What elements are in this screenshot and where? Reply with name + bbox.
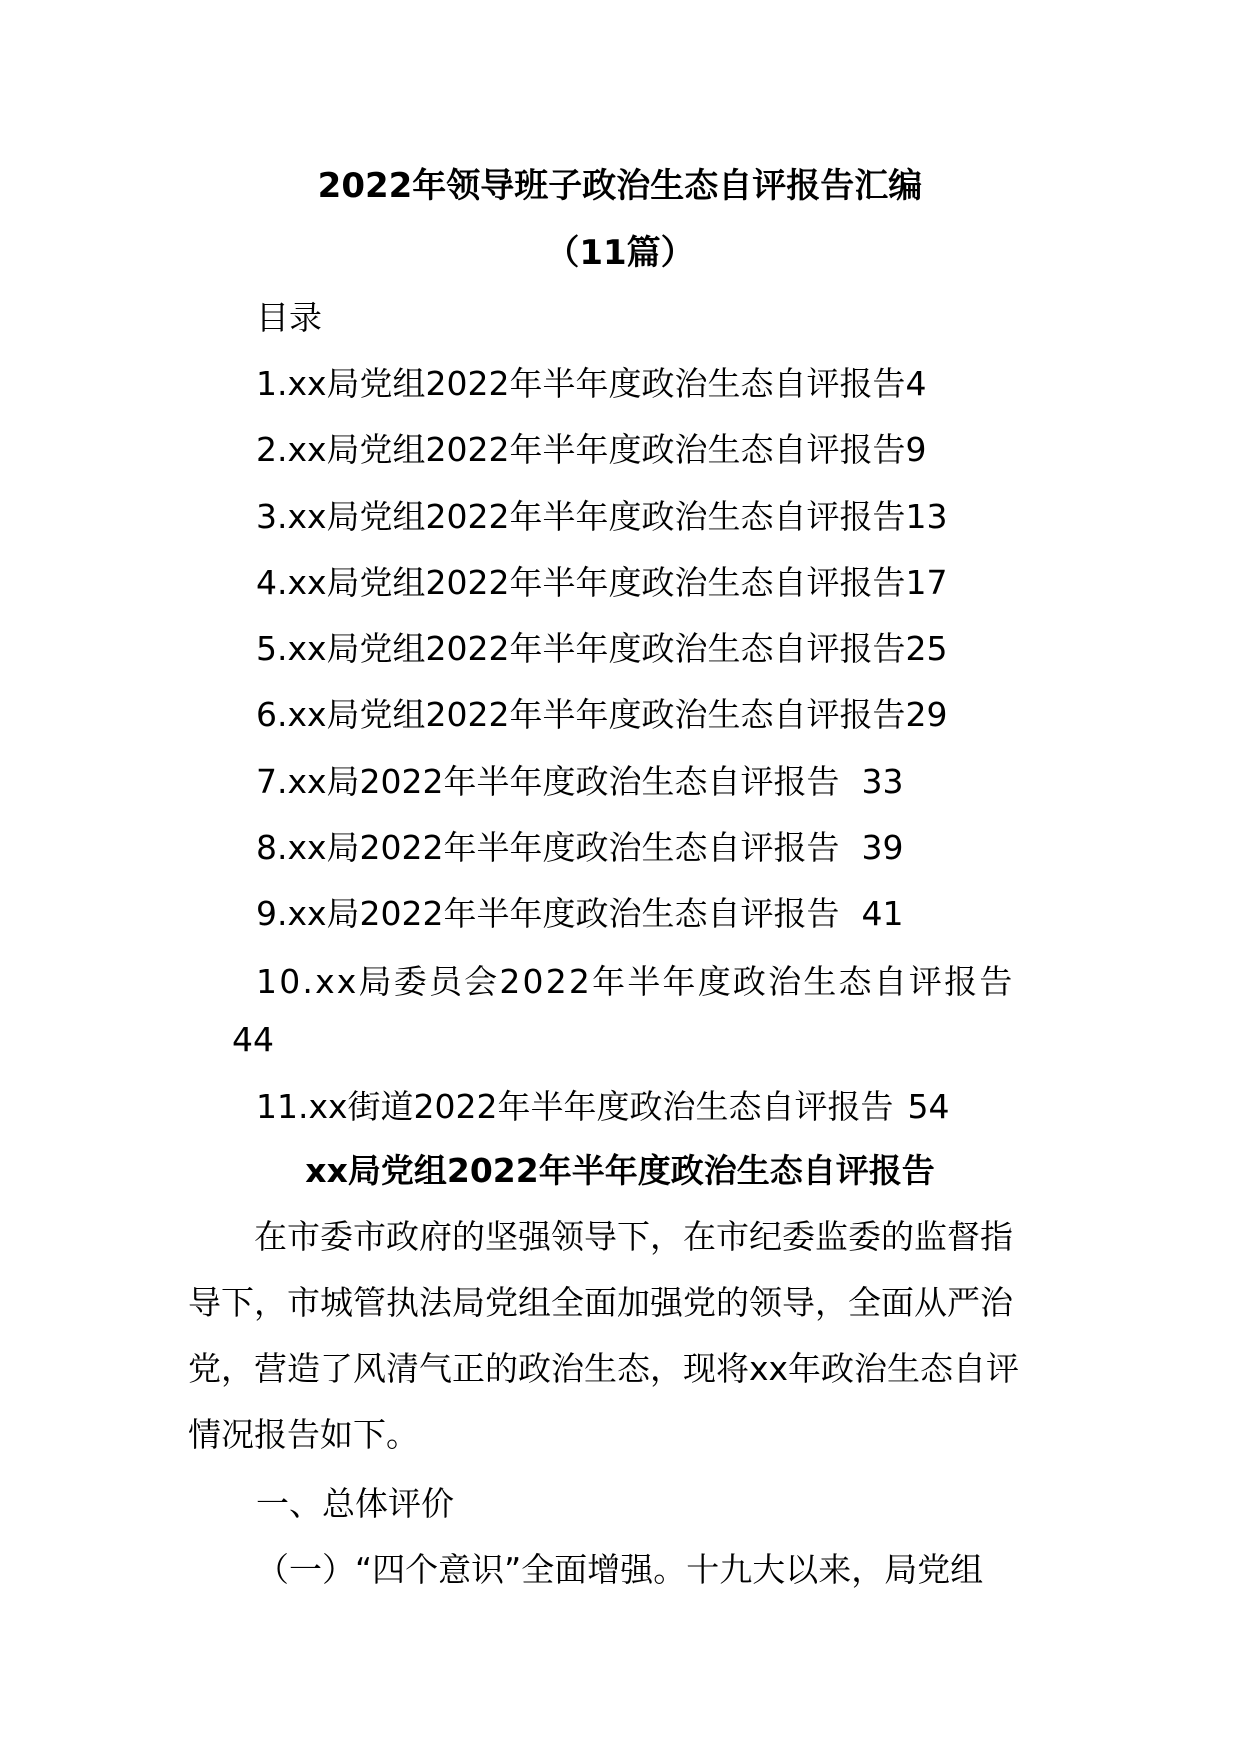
- paragraph-line: 情况报告如下。: [188, 1415, 419, 1454]
- toc-item-page: 4: [905, 364, 927, 403]
- document-subtitle: （11篇）: [545, 233, 695, 273]
- subheading-overall-evaluation: 一、总体评价: [256, 1484, 454, 1523]
- document-title: 2022年领导班子政治生态自评报告汇编: [317, 166, 923, 206]
- toc-item-2[interactable]: [256, 430, 927, 470]
- toc-item-page: 9: [905, 430, 927, 469]
- toc-item-7[interactable]: [256, 762, 904, 802]
- toc-item-5[interactable]: [256, 629, 948, 669]
- paragraph-line: 导下，市城管执法局党组全面加强党的领导，全面从严治: [188, 1283, 1013, 1322]
- toc-item-10[interactable]: [256, 962, 1015, 1002]
- toc-item-page: 25: [905, 629, 948, 668]
- paragraph-line: 在市委市政府的坚强领导下，在市纪委监委的监督指: [254, 1217, 1013, 1256]
- paragraph-line: 党，营造了风清气正的政治生态，现将xx年政治生态自评: [188, 1349, 1020, 1388]
- section-heading: xx局党组2022年半年度政治生态自评报告: [305, 1151, 935, 1190]
- toc-item-text: 5.xx局党组2022年半年度政治生态自评报告: [256, 629, 906, 668]
- toc-item-text: 6.xx局党组2022年半年度政治生态自评报告: [256, 695, 906, 734]
- toc-item-6[interactable]: [256, 695, 948, 735]
- toc-item-page: 54: [907, 1087, 950, 1126]
- toc-item-page: 39: [861, 828, 904, 867]
- toc-item-text: 1.xx局党组2022年半年度政治生态自评报告: [256, 364, 906, 403]
- toc-item-text: 3.xx局党组2022年半年度政治生态自评报告: [256, 497, 906, 536]
- toc-item-text: 2.xx局党组2022年半年度政治生态自评报告: [256, 430, 906, 469]
- toc-item-text: 8.xx局2022年半年度政治生态自评报告: [256, 828, 840, 867]
- toc-label: 目录: [256, 298, 322, 337]
- toc-item-8[interactable]: [256, 828, 904, 868]
- toc-item-9[interactable]: [256, 894, 904, 934]
- toc-item-text: 7.xx局2022年半年度政治生态自评报告: [256, 762, 840, 801]
- toc-item-text: 11.xx街道2022年半年度政治生态自评报告: [256, 1087, 894, 1126]
- point-1-line: （一）“四个意识”全面增强。十九大以来，局党组: [256, 1550, 984, 1589]
- toc-item-3[interactable]: [256, 497, 948, 537]
- toc-item-text: 4.xx局党组2022年半年度政治生态自评报告: [256, 563, 906, 602]
- toc-item-text: 10.xx局委员会2022年半年度政治生态自评报告: [256, 962, 1015, 1001]
- toc-item-page: 41: [861, 894, 904, 933]
- toc-item-11[interactable]: [256, 1087, 950, 1127]
- toc-item-text: 9.xx局2022年半年度政治生态自评报告: [256, 894, 840, 933]
- toc-item-10-page[interactable]: 44: [232, 1020, 274, 1059]
- toc-item-4[interactable]: [256, 563, 948, 603]
- toc-item-page: 13: [905, 497, 948, 536]
- intro-paragraph: [188, 1204, 1058, 1468]
- toc-item-1[interactable]: [256, 364, 927, 404]
- toc-item-page: 29: [905, 695, 948, 734]
- toc-item-page: 33: [861, 762, 904, 801]
- toc-item-page: 17: [905, 563, 948, 602]
